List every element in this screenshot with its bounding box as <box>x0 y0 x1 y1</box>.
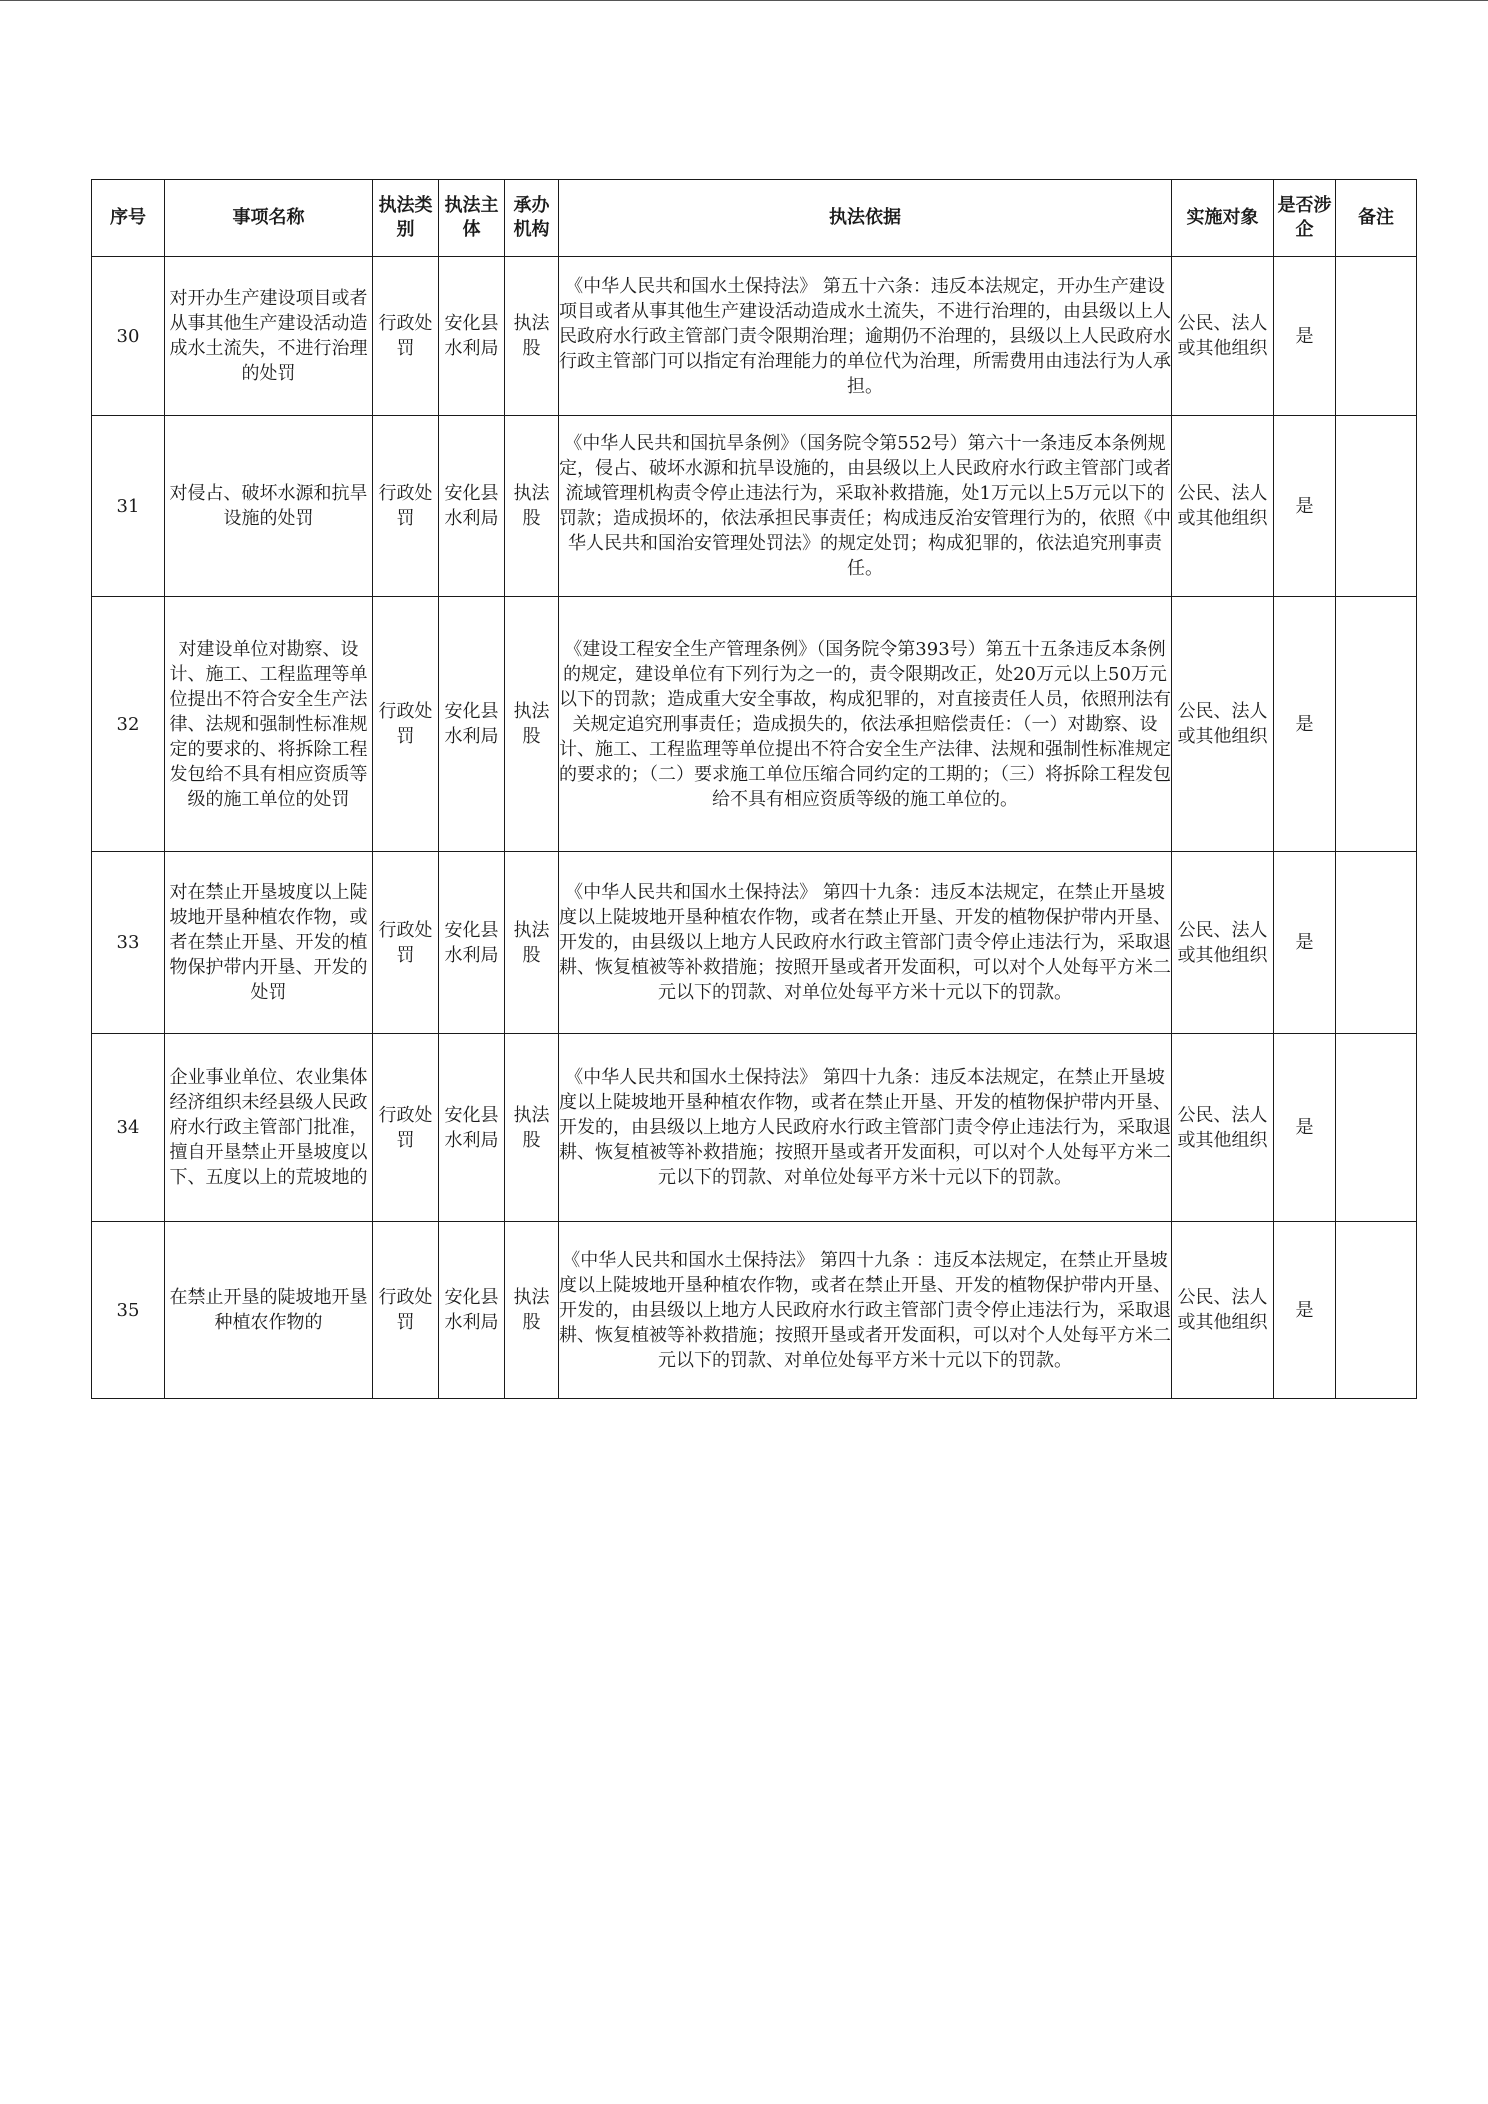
cell-name: 对开办生产建设项目或者从事其他生产建设活动造成水土流失，不进行治理的处罚 <box>165 257 373 416</box>
cell-enterprise: 是 <box>1274 852 1336 1034</box>
cell-target: 公民、法人或其他组织 <box>1172 257 1274 416</box>
cell-basis: 《建设工程安全生产管理条例》（国务院令第393号）第五十五条违反本条例的规定，建设单位有下列行为之一的，责令限期改正，处20万元以上50万元以下的罚款；造成重大安全事故，构成犯罪的，对直接责任人员，依照刑法有关规定追究刑事责任；造成损失的，依法承担赔偿责任：（一）对勘察、设计、施工、工程监理等单位提出不符合安全生产法律、法规和强制性标准规定的要求的；（二）要求施工单位压缩合同约定的工期的；（三）将拆除工程发包给不具有相应资质等级的施工单位的。 <box>559 597 1172 852</box>
cell-category: 行政处罚 <box>373 1034 439 1222</box>
cell-target: 公民、法人或其他组织 <box>1172 1034 1274 1222</box>
cell-name: 在禁止开垦的陡坡地开垦种植农作物的 <box>165 1222 373 1399</box>
cell-target: 公民、法人或其他组织 <box>1172 852 1274 1034</box>
cell-unit: 执法股 <box>505 597 559 852</box>
cell-name: 对建设单位对勘察、设计、施工、工程监理等单位提出不符合安全生产法律、法规和强制性标准规定的要求的、将拆除工程发包给不具有相应资质等级的施工单位的处罚 <box>165 597 373 852</box>
cell-enterprise: 是 <box>1274 597 1336 852</box>
header-remark: 备注 <box>1336 180 1417 257</box>
cell-remark <box>1336 852 1417 1034</box>
enforcement-items-table <box>91 179 1417 1399</box>
cell-unit: 执法股 <box>505 1222 559 1399</box>
cell-target: 公民、法人或其他组织 <box>1172 1222 1274 1399</box>
header-subject: 执法主体 <box>439 180 505 257</box>
cell-enterprise: 是 <box>1274 257 1336 416</box>
cell-enterprise: 是 <box>1274 1222 1336 1399</box>
cell-unit: 执法股 <box>505 416 559 597</box>
cell-category: 行政处罚 <box>373 416 439 597</box>
cell-name: 企业事业单位、农业集体经济组织未经县级人民政府水行政主管部门批准，擅自开垦禁止开垦坡度以下、五度以上的荒坡地的 <box>165 1034 373 1222</box>
cell-remark <box>1336 1034 1417 1222</box>
cell-enterprise: 是 <box>1274 416 1336 597</box>
table-row <box>92 852 1417 1034</box>
cell-subject: 安化县水利局 <box>439 1034 505 1222</box>
page-top-border <box>0 0 1488 1</box>
cell-category: 行政处罚 <box>373 257 439 416</box>
header-category: 执法类别 <box>373 180 439 257</box>
cell-remark <box>1336 597 1417 852</box>
cell-remark <box>1336 257 1417 416</box>
cell-remark <box>1336 416 1417 597</box>
cell-index: 31 <box>92 416 165 597</box>
cell-name: 对侵占、破坏水源和抗旱设施的处罚 <box>165 416 373 597</box>
cell-name: 对在禁止开垦坡度以上陡坡地开垦种植农作物，或者在禁止开垦、开发的植物保护带内开垦、开发的处罚 <box>165 852 373 1034</box>
cell-target: 公民、法人或其他组织 <box>1172 597 1274 852</box>
cell-category: 行政处罚 <box>373 1222 439 1399</box>
cell-basis: 《中华人民共和国水土保持法》 第四十九条 ：违反本法规定，在禁止开垦坡度以上陡坡地开垦种植农作物，或者在禁止开垦、开发的植物保护带内开垦、开发的，由县级以上地方人民政府水行政主管部门责令停止违法行为，采取退耕、恢复植被等补救措施；按照开垦或者开发面积，可以对个人处每平方米二元以下的罚款、对单位处每平方米十元以下的罚款。 <box>559 1222 1172 1399</box>
cell-basis: 《中华人民共和国水土保持法》 第四十九条：违反本法规定，在禁止开垦坡度以上陡坡地开垦种植农作物，或者在禁止开垦、开发的植物保护带内开垦、开发的，由县级以上地方人民政府水行政主管部门责令停止违法行为，采取退耕、恢复植被等补救措施；按照开垦或者开发面积，可以对个人处每平方米二元以下的罚款、对单位处每平方米十元以下的罚款。 <box>559 852 1172 1034</box>
cell-index: 32 <box>92 597 165 852</box>
cell-target: 公民、法人或其他组织 <box>1172 416 1274 597</box>
cell-subject: 安化县水利局 <box>439 1222 505 1399</box>
cell-index: 34 <box>92 1034 165 1222</box>
cell-category: 行政处罚 <box>373 597 439 852</box>
cell-subject: 安化县水利局 <box>439 416 505 597</box>
cell-subject: 安化县水利局 <box>439 852 505 1034</box>
header-target: 实施对象 <box>1172 180 1274 257</box>
header-index: 序号 <box>92 180 165 257</box>
cell-unit: 执法股 <box>505 257 559 416</box>
table-header-row <box>92 180 1417 257</box>
header-enterprise: 是否涉企 <box>1274 180 1336 257</box>
cell-enterprise: 是 <box>1274 1034 1336 1222</box>
table-row <box>92 416 1417 597</box>
table-row <box>92 257 1417 416</box>
cell-remark <box>1336 1222 1417 1399</box>
header-unit: 承办机构 <box>505 180 559 257</box>
cell-unit: 执法股 <box>505 1034 559 1222</box>
table-row <box>92 1034 1417 1222</box>
header-basis: 执法依据 <box>559 180 1172 257</box>
cell-basis: 《中华人民共和国抗旱条例》（国务院令第552号）第六十一条违反本条例规定，侵占、破坏水源和抗旱设施的，由县级以上人民政府水行政主管部门或者流域管理机构责令停止违法行为，采取补救措施，处1万元以上5万元以下的罚款；造成损坏的，依法承担民事责任；构成违反治安管理行为的，依照《中华人民共和国治安管理处罚法》的规定处罚；构成犯罪的，依法追究刑事责任。 <box>559 416 1172 597</box>
cell-basis: 《中华人民共和国水土保持法》 第五十六条：违反本法规定，开办生产建设项目或者从事其他生产建设活动造成水土流失，不进行治理的，由县级以上人民政府水行政主管部门责令限期治理；逾期仍不治理的，县级以上人民政府水行政主管部门可以指定有治理能力的单位代为治理，所需费用由违法行为人承担。 <box>559 257 1172 416</box>
table-row <box>92 1222 1417 1399</box>
cell-unit: 执法股 <box>505 852 559 1034</box>
cell-index: 30 <box>92 257 165 416</box>
cell-basis: 《中华人民共和国水土保持法》 第四十九条：违反本法规定，在禁止开垦坡度以上陡坡地开垦种植农作物，或者在禁止开垦、开发的植物保护带内开垦、开发的，由县级以上地方人民政府水行政主管部门责令停止违法行为，采取退耕、恢复植被等补救措施；按照开垦或者开发面积，可以对个人处每平方米二元以下的罚款、对单位处每平方米十元以下的罚款。 <box>559 1034 1172 1222</box>
cell-category: 行政处罚 <box>373 852 439 1034</box>
cell-subject: 安化县水利局 <box>439 257 505 416</box>
cell-subject: 安化县水利局 <box>439 597 505 852</box>
table-row <box>92 597 1417 852</box>
cell-index: 33 <box>92 852 165 1034</box>
header-name: 事项名称 <box>165 180 373 257</box>
cell-index: 35 <box>92 1222 165 1399</box>
